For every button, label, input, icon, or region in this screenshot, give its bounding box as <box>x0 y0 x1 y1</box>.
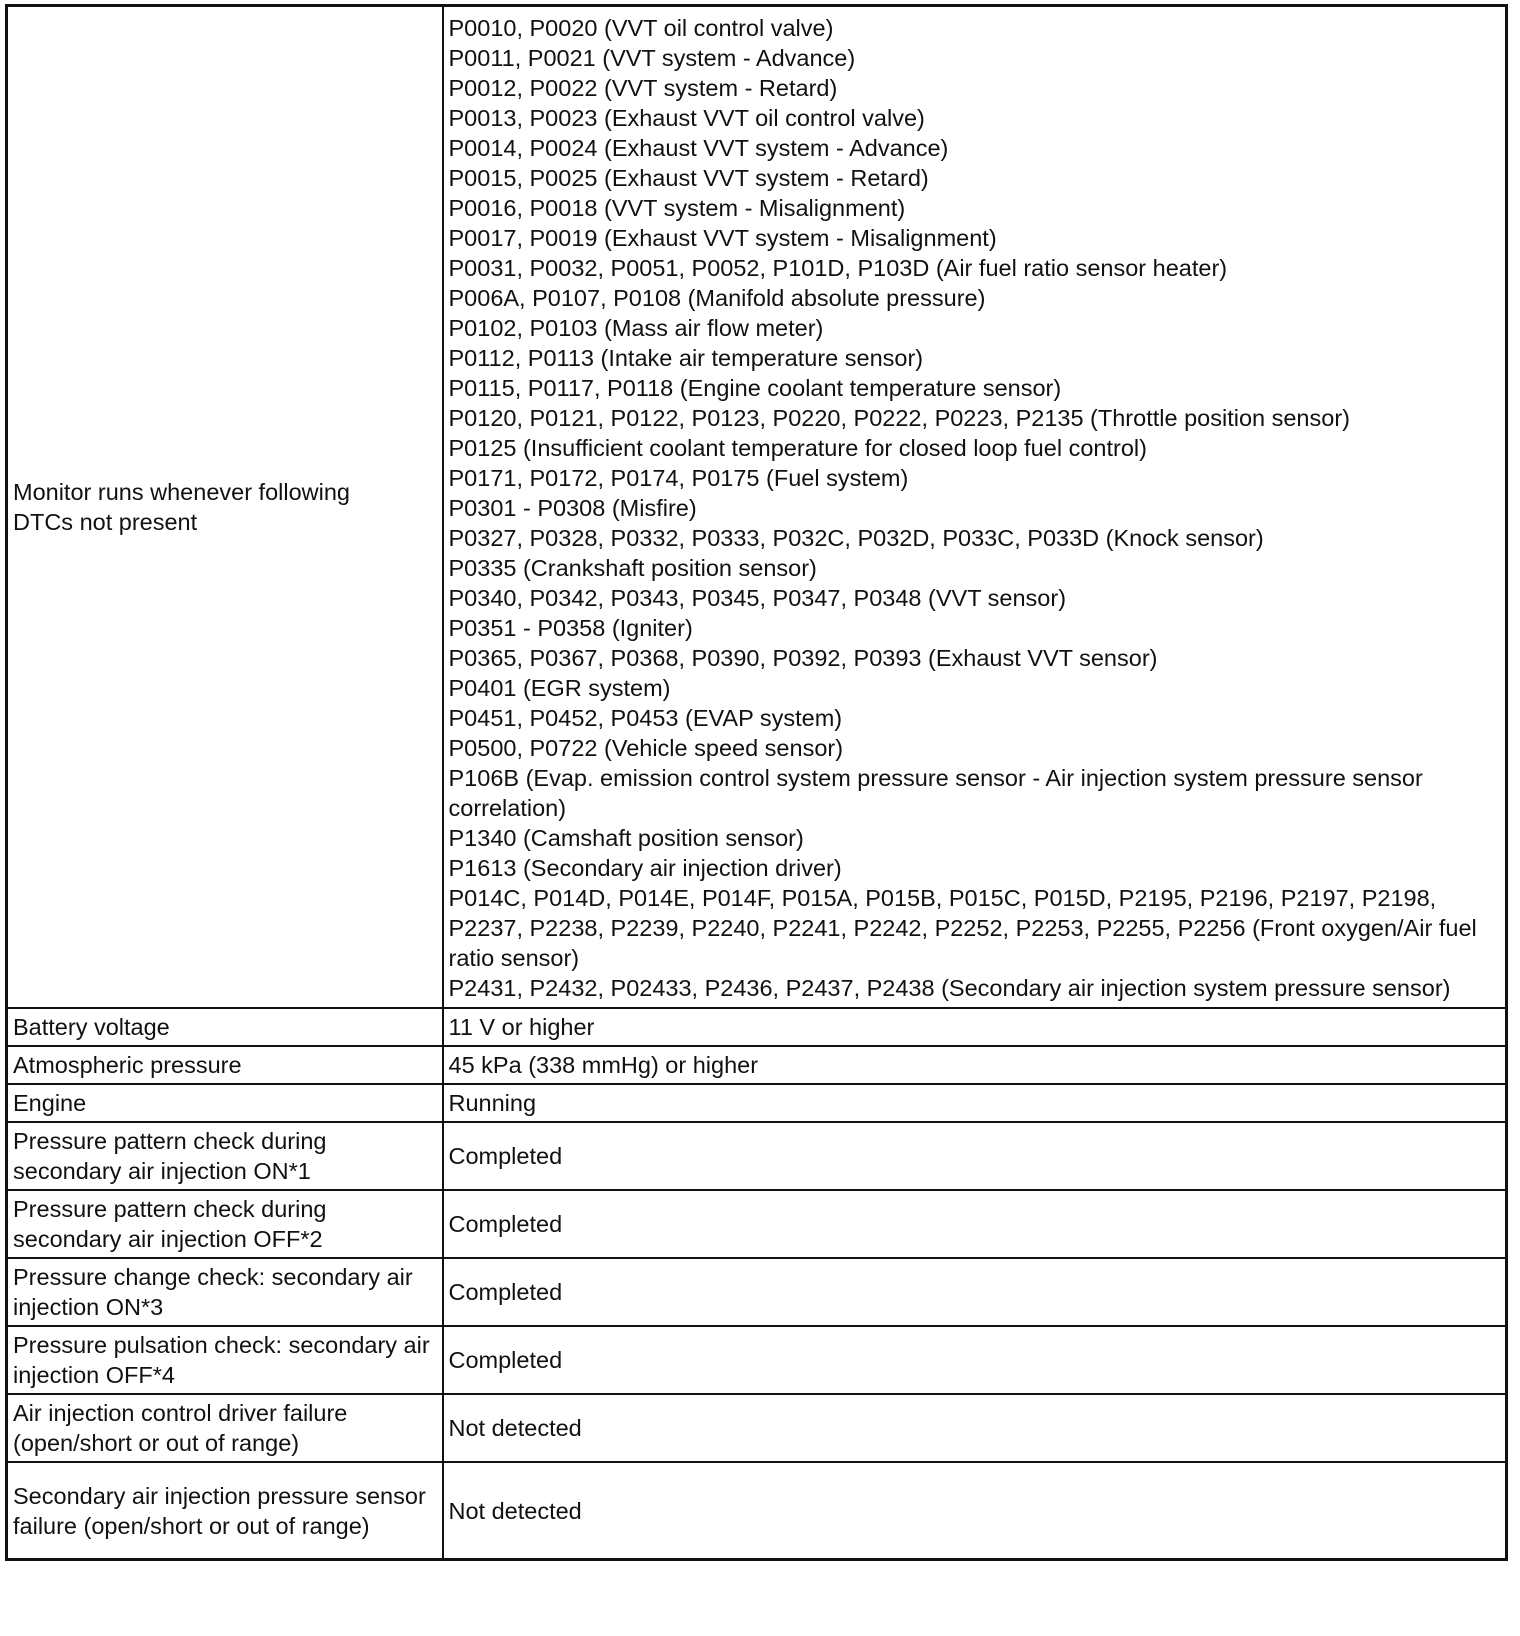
table-row-dtc-conditions <box>7 6 1507 1009</box>
condition-label: Pressure pulsation check: secondary air injection OFF*4 <box>7 1326 443 1394</box>
condition-label: Secondary air injection pressure sensor failure (open/short or out of range) <box>7 1462 443 1560</box>
dtc-item: P014C, P014D, P014E, P014F, P015A, P015B, P015C, P015D, P2195, P2196, P2197, P2198, P2237, P2238, P2239, P2240, P2241, P2242, P2252, P2253, P2255, P2256 (Front oxygen/Air fuel ratio sensor) <box>448 885 1477 971</box>
dtc-conditions-label-line: Monitor runs whenever following <box>13 479 350 505</box>
dtc-item: P0327, P0328, P0332, P0333, P032C, P032D, P033C, P033D (Knock sensor) <box>448 525 1264 551</box>
condition-label: Air injection control driver failure (open/short or out of range) <box>7 1394 443 1462</box>
dtc-item: P0013, P0023 (Exhaust VVT oil control valve) <box>448 105 925 131</box>
condition-value: Not detected <box>443 1394 1507 1462</box>
dtc-item: P0500, P0722 (Vehicle speed sensor) <box>448 735 844 761</box>
condition-label: Pressure pattern check during secondary air injection OFF*2 <box>7 1190 443 1258</box>
condition-value: Completed <box>443 1122 1507 1190</box>
dtc-conditions-label <box>7 6 443 1009</box>
dtc-item: P006A, P0107, P0108 (Manifold absolute pressure) <box>448 285 986 311</box>
condition-value: Running <box>443 1084 1507 1122</box>
dtc-item: P0120, P0121, P0122, P0123, P0220, P0222, P0223, P2135 (Throttle position sensor) <box>448 405 1350 431</box>
monitor-conditions-table <box>5 4 1508 1561</box>
dtc-item: P0335 (Crankshaft position sensor) <box>448 555 817 581</box>
dtc-list <box>443 6 1507 1009</box>
dtc-item: P0401 (EGR system) <box>448 675 671 701</box>
dtc-item: P0014, P0024 (Exhaust VVT system - Advance) <box>448 135 949 161</box>
condition-label: Pressure pattern check during secondary air injection ON*1 <box>7 1122 443 1190</box>
dtc-item: P0365, P0367, P0368, P0390, P0392, P0393 (Exhaust VVT sensor) <box>448 645 1158 671</box>
condition-value: Completed <box>443 1326 1507 1394</box>
dtc-item: P0125 (Insufficient coolant temperature for closed loop fuel control) <box>448 435 1147 461</box>
condition-value: Not detected <box>443 1462 1507 1560</box>
dtc-item: P0015, P0025 (Exhaust VVT system - Retard) <box>448 165 929 191</box>
dtc-item: P0012, P0022 (VVT system - Retard) <box>448 75 838 101</box>
dtc-item: P0451, P0452, P0453 (EVAP system) <box>448 705 843 731</box>
dtc-item: P0010, P0020 (VVT oil control valve) <box>448 15 834 41</box>
dtc-item: P0017, P0019 (Exhaust VVT system - Misalignment) <box>448 225 997 251</box>
dtc-item: P0011, P0021 (VVT system - Advance) <box>448 45 856 71</box>
table-row-battery-voltage <box>7 1008 1507 1046</box>
dtc-item: P0351 - P0358 (Igniter) <box>448 615 693 641</box>
dtc-item: P0102, P0103 (Mass air flow meter) <box>448 315 824 341</box>
dtc-item: P0016, P0018 (VVT system - Misalignment) <box>448 195 906 221</box>
dtc-item: P0171, P0172, P0174, P0175 (Fuel system) <box>448 465 909 491</box>
condition-label: Atmospheric pressure <box>7 1046 443 1084</box>
table-row-pattern-check-off <box>7 1190 1507 1258</box>
condition-label: Pressure change check: secondary air injection ON*3 <box>7 1258 443 1326</box>
table-row-atmospheric-pressure <box>7 1046 1507 1084</box>
dtc-conditions-label-line: DTCs not present <box>13 509 198 535</box>
condition-value: 45 kPa (338 mmHg) or higher <box>443 1046 1507 1084</box>
table-row-pressure-change-check <box>7 1258 1507 1326</box>
table-row-driver-failure <box>7 1394 1507 1462</box>
table-row-sensor-failure <box>7 1462 1507 1560</box>
condition-value: Completed <box>443 1190 1507 1258</box>
condition-value: Completed <box>443 1258 1507 1326</box>
condition-value: 11 V or higher <box>443 1008 1507 1046</box>
dtc-item: P0031, P0032, P0051, P0052, P101D, P103D (Air fuel ratio sensor heater) <box>448 255 1228 281</box>
condition-label: Engine <box>7 1084 443 1122</box>
table-row-pattern-check-on <box>7 1122 1507 1190</box>
dtc-item: P1340 (Camshaft position sensor) <box>448 825 804 851</box>
dtc-item: P2431, P2432, P02433, P2436, P2437, P2438 (Secondary air injection system pressure sensor) <box>448 975 1451 1001</box>
dtc-item: P0115, P0117, P0118 (Engine coolant temperature sensor) <box>448 375 1062 401</box>
dtc-item: P0301 - P0308 (Misfire) <box>448 495 697 521</box>
condition-label: Battery voltage <box>7 1008 443 1046</box>
dtc-item: P1613 (Secondary air injection driver) <box>448 855 842 881</box>
table-row-engine <box>7 1084 1507 1122</box>
dtc-item: P106B (Evap. emission control system pressure sensor - Air injection system pressure sensor correlation) <box>448 765 1423 821</box>
dtc-item: P0340, P0342, P0343, P0345, P0347, P0348 (VVT sensor) <box>448 585 1067 611</box>
table-row-pressure-pulsation-check <box>7 1326 1507 1394</box>
dtc-item: P0112, P0113 (Intake air temperature sensor) <box>448 345 924 371</box>
